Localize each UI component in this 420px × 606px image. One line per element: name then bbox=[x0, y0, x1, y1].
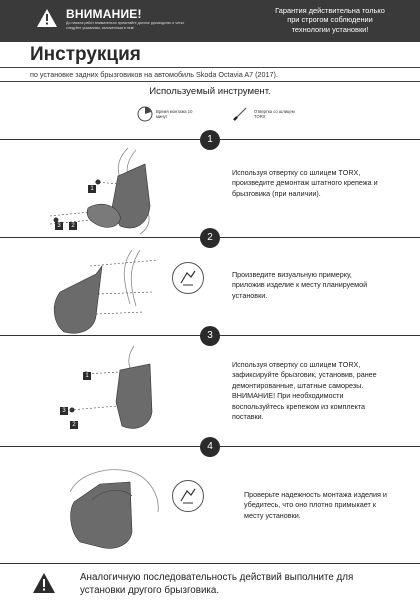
callout-label: 2 bbox=[69, 222, 77, 230]
callout-label: 1 bbox=[88, 185, 96, 193]
warning-title: ВНИМАНИЕ! bbox=[66, 7, 142, 21]
warning-icon bbox=[32, 572, 56, 594]
divider bbox=[0, 81, 420, 82]
footer-divider bbox=[0, 563, 420, 564]
divider bbox=[0, 67, 420, 68]
callout-label: 2 bbox=[70, 421, 78, 429]
page-title: Инструкция bbox=[30, 44, 141, 65]
tools-heading: Используемый инструмент. bbox=[149, 86, 271, 97]
step-number-4: 4 bbox=[200, 437, 220, 457]
hand-check-icon bbox=[172, 480, 204, 512]
step-3-illustration bbox=[40, 342, 170, 434]
step-4-illustration bbox=[40, 452, 170, 552]
callout-label: 3 bbox=[55, 222, 63, 230]
step-2-illustration bbox=[40, 244, 170, 336]
warranty-notice: Гарантия действительна только при строгом соблюдении технологии установки! bbox=[275, 6, 385, 34]
step-1-text: Используя отвертку со шлицем TORX, произведите демонтаж штатного крепежа и брызговика (при наличии). bbox=[232, 168, 378, 198]
screwdriver-icon bbox=[232, 106, 248, 122]
tool-label-screwdriver: Отвертка со шлицем TORX bbox=[254, 109, 295, 119]
warning-icon bbox=[36, 8, 58, 28]
tool-label-time: Время монтажа 10 минут bbox=[156, 109, 193, 119]
footer-note: Аналогичную последовательность действий выполните для установки другого брызговика. bbox=[80, 572, 354, 596]
page-subtitle: по установке задних брызговиков на автомобиль Skoda Octavia A7 (2017). bbox=[30, 70, 278, 79]
callout-label: 1 bbox=[83, 372, 91, 380]
step-number-2: 2 bbox=[200, 228, 220, 248]
step-number-1: 1 bbox=[200, 130, 220, 150]
warning-subtitle: До начала работ внимательно прочитайте данное руководство и четко следуйте указаниям, изложенным в нем! bbox=[66, 21, 185, 30]
step-number-3: 3 bbox=[200, 326, 220, 346]
step-2-text: Произведите визуальную примерку, приложив изделие к месту планируемой установки. bbox=[232, 270, 368, 300]
step-4-text: Проверьте надежность монтажа изделия и убедитесь, что оно плотно примыкает к месту установки. bbox=[244, 490, 387, 520]
step-3-text: Используя отвертку со шлицем TORX, зафиксируйте брызговик, установив, ранее демонтированные, штатные саморезы. ВНИМАНИЕ! При необходимости воспользуйтесь крепежом из комплекта поставки. bbox=[232, 360, 377, 422]
callout-label: 3 bbox=[60, 407, 68, 415]
hand-check-icon bbox=[172, 262, 204, 294]
clock-icon bbox=[137, 106, 153, 122]
